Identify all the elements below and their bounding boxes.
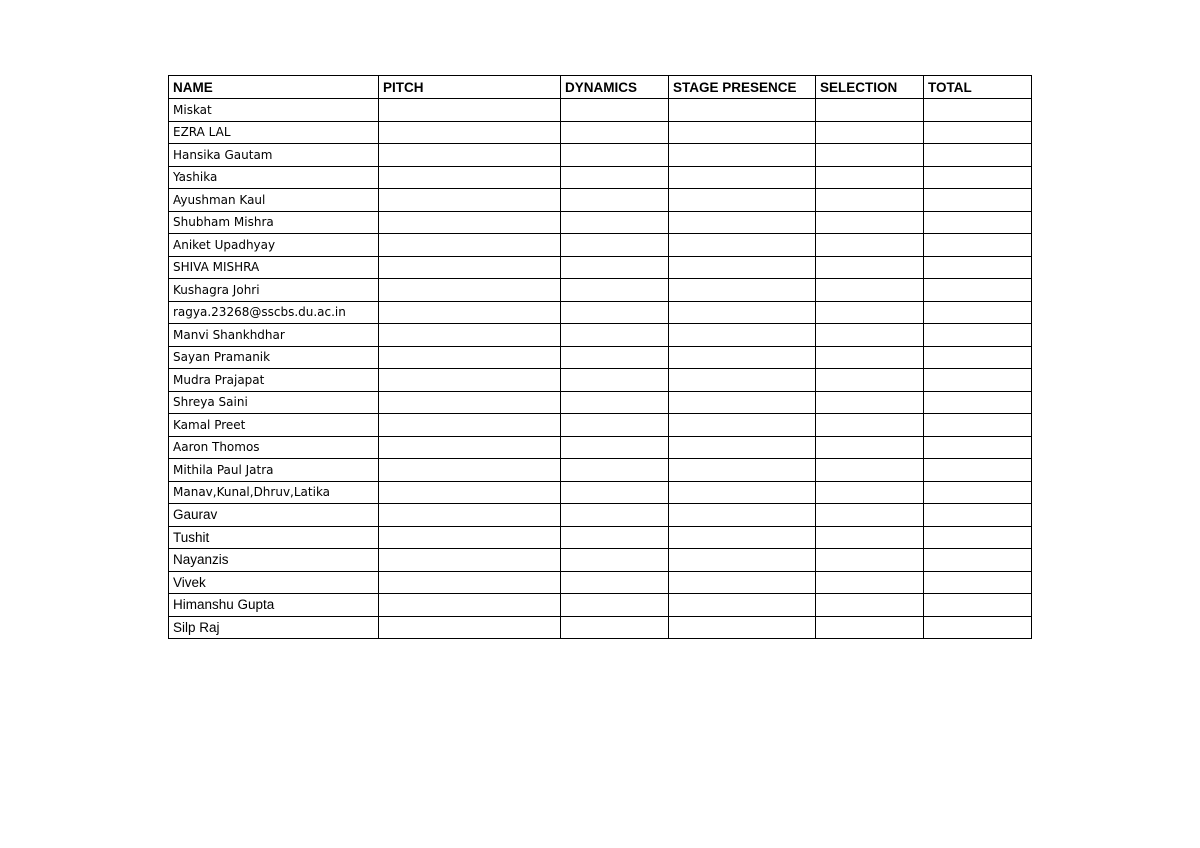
stage-presence-score-cell[interactable] bbox=[669, 144, 816, 167]
total-score-cell[interactable] bbox=[924, 481, 1032, 504]
pitch-score-cell[interactable] bbox=[379, 121, 561, 144]
table-row bbox=[169, 279, 1032, 302]
participant-name-cell: Manav,Kunal,Dhruv,Latika bbox=[169, 481, 379, 504]
participant-name-cell: Miskat bbox=[169, 99, 379, 122]
pitch-score-cell[interactable] bbox=[379, 571, 561, 594]
table-row bbox=[169, 256, 1032, 279]
participant-name-cell: Sayan Pramanik bbox=[169, 346, 379, 369]
stage-presence-score-cell[interactable] bbox=[669, 549, 816, 572]
dynamics-score-cell[interactable] bbox=[561, 144, 669, 167]
stage-presence-score-cell[interactable] bbox=[669, 279, 816, 302]
dynamics-score-cell[interactable] bbox=[561, 369, 669, 392]
selection-score-cell[interactable] bbox=[816, 189, 924, 212]
table-row bbox=[169, 324, 1032, 347]
dynamics-score-cell[interactable] bbox=[561, 571, 669, 594]
participant-name-cell: Silp Raj bbox=[169, 616, 379, 639]
stage-presence-score-cell[interactable] bbox=[669, 301, 816, 324]
pitch-score-cell[interactable] bbox=[379, 504, 561, 527]
selection-score-cell[interactable] bbox=[816, 346, 924, 369]
pitch-score-cell[interactable] bbox=[379, 526, 561, 549]
total-score-cell[interactable] bbox=[924, 616, 1032, 639]
table-row bbox=[169, 571, 1032, 594]
dynamics-score-cell[interactable] bbox=[561, 121, 669, 144]
table-body bbox=[169, 99, 1032, 639]
stage-presence-score-cell[interactable] bbox=[669, 346, 816, 369]
pitch-score-cell[interactable] bbox=[379, 549, 561, 572]
table-row bbox=[169, 594, 1032, 617]
dynamics-score-cell[interactable] bbox=[561, 481, 669, 504]
total-score-cell[interactable] bbox=[924, 436, 1032, 459]
table-row bbox=[169, 616, 1032, 639]
pitch-score-cell[interactable] bbox=[379, 166, 561, 189]
column-header-name: NAME bbox=[169, 76, 379, 99]
total-score-cell[interactable] bbox=[924, 526, 1032, 549]
pitch-score-cell[interactable] bbox=[379, 324, 561, 347]
selection-score-cell[interactable] bbox=[816, 549, 924, 572]
selection-score-cell[interactable] bbox=[816, 166, 924, 189]
pitch-score-cell[interactable] bbox=[379, 391, 561, 414]
stage-presence-score-cell[interactable] bbox=[669, 369, 816, 392]
stage-presence-score-cell[interactable] bbox=[669, 234, 816, 257]
total-score-cell[interactable] bbox=[924, 166, 1032, 189]
table-row bbox=[169, 99, 1032, 122]
dynamics-score-cell[interactable] bbox=[561, 391, 669, 414]
selection-score-cell[interactable] bbox=[816, 279, 924, 302]
total-score-cell[interactable] bbox=[924, 279, 1032, 302]
stage-presence-score-cell[interactable] bbox=[669, 166, 816, 189]
dynamics-score-cell[interactable] bbox=[561, 549, 669, 572]
pitch-score-cell[interactable] bbox=[379, 211, 561, 234]
total-score-cell[interactable] bbox=[924, 121, 1032, 144]
selection-score-cell[interactable] bbox=[816, 481, 924, 504]
stage-presence-score-cell[interactable] bbox=[669, 616, 816, 639]
table-row bbox=[169, 414, 1032, 437]
table-row bbox=[169, 189, 1032, 212]
column-header-stage-presence: STAGE PRESENCE bbox=[669, 76, 816, 99]
selection-score-cell[interactable] bbox=[816, 571, 924, 594]
pitch-score-cell[interactable] bbox=[379, 436, 561, 459]
total-score-cell[interactable] bbox=[924, 369, 1032, 392]
dynamics-score-cell[interactable] bbox=[561, 504, 669, 527]
column-header-dynamics: DYNAMICS bbox=[561, 76, 669, 99]
selection-score-cell[interactable] bbox=[816, 369, 924, 392]
table-row bbox=[169, 144, 1032, 167]
dynamics-score-cell[interactable] bbox=[561, 279, 669, 302]
selection-score-cell[interactable] bbox=[816, 594, 924, 617]
score-sheet-table bbox=[168, 75, 1032, 639]
total-score-cell[interactable] bbox=[924, 504, 1032, 527]
table-row bbox=[169, 369, 1032, 392]
participant-name-cell: Manvi Shankhdhar bbox=[169, 324, 379, 347]
pitch-score-cell[interactable] bbox=[379, 414, 561, 437]
stage-presence-score-cell[interactable] bbox=[669, 256, 816, 279]
stage-presence-score-cell[interactable] bbox=[669, 481, 816, 504]
column-header-pitch: PITCH bbox=[379, 76, 561, 99]
dynamics-score-cell[interactable] bbox=[561, 414, 669, 437]
table-row bbox=[169, 504, 1032, 527]
participant-name-cell: Himanshu Gupta bbox=[169, 594, 379, 617]
total-score-cell[interactable] bbox=[924, 324, 1032, 347]
participant-name-cell: Hansika Gautam bbox=[169, 144, 379, 167]
selection-score-cell[interactable] bbox=[816, 256, 924, 279]
selection-score-cell[interactable] bbox=[816, 504, 924, 527]
selection-score-cell[interactable] bbox=[816, 324, 924, 347]
pitch-score-cell[interactable] bbox=[379, 189, 561, 212]
table-row bbox=[169, 459, 1032, 482]
stage-presence-score-cell[interactable] bbox=[669, 504, 816, 527]
selection-score-cell[interactable] bbox=[816, 459, 924, 482]
total-score-cell[interactable] bbox=[924, 549, 1032, 572]
selection-score-cell[interactable] bbox=[816, 391, 924, 414]
pitch-score-cell[interactable] bbox=[379, 616, 561, 639]
stage-presence-score-cell[interactable] bbox=[669, 436, 816, 459]
pitch-score-cell[interactable] bbox=[379, 346, 561, 369]
selection-score-cell[interactable] bbox=[816, 234, 924, 257]
pitch-score-cell[interactable] bbox=[379, 481, 561, 504]
stage-presence-score-cell[interactable] bbox=[669, 211, 816, 234]
dynamics-score-cell[interactable] bbox=[561, 256, 669, 279]
total-score-cell[interactable] bbox=[924, 211, 1032, 234]
column-header-selection: SELECTION bbox=[816, 76, 924, 99]
selection-score-cell[interactable] bbox=[816, 414, 924, 437]
stage-presence-score-cell[interactable] bbox=[669, 594, 816, 617]
total-score-cell[interactable] bbox=[924, 414, 1032, 437]
pitch-score-cell[interactable] bbox=[379, 301, 561, 324]
pitch-score-cell[interactable] bbox=[379, 99, 561, 122]
table-row bbox=[169, 436, 1032, 459]
selection-score-cell[interactable] bbox=[816, 616, 924, 639]
participant-name-cell: Aaron Thomos bbox=[169, 436, 379, 459]
table-row bbox=[169, 234, 1032, 257]
total-score-cell[interactable] bbox=[924, 99, 1032, 122]
stage-presence-score-cell[interactable] bbox=[669, 99, 816, 122]
selection-score-cell[interactable] bbox=[816, 211, 924, 234]
participant-name-cell: Gaurav bbox=[169, 504, 379, 527]
dynamics-score-cell[interactable] bbox=[561, 234, 669, 257]
pitch-score-cell[interactable] bbox=[379, 459, 561, 482]
dynamics-score-cell[interactable] bbox=[561, 189, 669, 212]
pitch-score-cell[interactable] bbox=[379, 594, 561, 617]
total-score-cell[interactable] bbox=[924, 144, 1032, 167]
participant-name-cell: EZRA LAL bbox=[169, 121, 379, 144]
pitch-score-cell[interactable] bbox=[379, 256, 561, 279]
dynamics-score-cell[interactable] bbox=[561, 166, 669, 189]
column-header-total: TOTAL bbox=[924, 76, 1032, 99]
total-score-cell[interactable] bbox=[924, 256, 1032, 279]
stage-presence-score-cell[interactable] bbox=[669, 189, 816, 212]
table-row bbox=[169, 526, 1032, 549]
dynamics-score-cell[interactable] bbox=[561, 211, 669, 234]
participant-name-cell: Shreya Saini bbox=[169, 391, 379, 414]
table-row bbox=[169, 121, 1032, 144]
stage-presence-score-cell[interactable] bbox=[669, 571, 816, 594]
selection-score-cell[interactable] bbox=[816, 99, 924, 122]
pitch-score-cell[interactable] bbox=[379, 144, 561, 167]
table-row bbox=[169, 301, 1032, 324]
participant-name-cell: Yashika bbox=[169, 166, 379, 189]
dynamics-score-cell[interactable] bbox=[561, 324, 669, 347]
stage-presence-score-cell[interactable] bbox=[669, 121, 816, 144]
participant-name-cell: Tushit bbox=[169, 526, 379, 549]
dynamics-score-cell[interactable] bbox=[561, 436, 669, 459]
participant-name-cell: ragya.23268@sscbs.du.ac.in bbox=[169, 301, 379, 324]
table-row bbox=[169, 549, 1032, 572]
table-row bbox=[169, 391, 1032, 414]
participant-name-cell: SHIVA MISHRA bbox=[169, 256, 379, 279]
participant-name-cell: Aniket Upadhyay bbox=[169, 234, 379, 257]
participant-name-cell: Mudra Prajapat bbox=[169, 369, 379, 392]
participant-name-cell: Kamal Preet bbox=[169, 414, 379, 437]
total-score-cell[interactable] bbox=[924, 459, 1032, 482]
total-score-cell[interactable] bbox=[924, 301, 1032, 324]
stage-presence-score-cell[interactable] bbox=[669, 324, 816, 347]
table-row bbox=[169, 211, 1032, 234]
total-score-cell[interactable] bbox=[924, 346, 1032, 369]
pitch-score-cell[interactable] bbox=[379, 234, 561, 257]
participant-name-cell: Nayanzis bbox=[169, 549, 379, 572]
participant-name-cell: Kushagra Johri bbox=[169, 279, 379, 302]
participant-name-cell: Vivek bbox=[169, 571, 379, 594]
total-score-cell[interactable] bbox=[924, 594, 1032, 617]
dynamics-score-cell[interactable] bbox=[561, 346, 669, 369]
participant-name-cell: Shubham Mishra bbox=[169, 211, 379, 234]
pitch-score-cell[interactable] bbox=[379, 279, 561, 302]
dynamics-score-cell[interactable] bbox=[561, 616, 669, 639]
selection-score-cell[interactable] bbox=[816, 144, 924, 167]
selection-score-cell[interactable] bbox=[816, 301, 924, 324]
dynamics-score-cell[interactable] bbox=[561, 301, 669, 324]
dynamics-score-cell[interactable] bbox=[561, 99, 669, 122]
header-row bbox=[169, 76, 1032, 99]
participant-name-cell: Ayushman Kaul bbox=[169, 189, 379, 212]
dynamics-score-cell[interactable] bbox=[561, 526, 669, 549]
table-row bbox=[169, 166, 1032, 189]
total-score-cell[interactable] bbox=[924, 391, 1032, 414]
participant-name-cell: Mithila Paul Jatra bbox=[169, 459, 379, 482]
total-score-cell[interactable] bbox=[924, 234, 1032, 257]
stage-presence-score-cell[interactable] bbox=[669, 391, 816, 414]
table-header bbox=[169, 76, 1032, 99]
stage-presence-score-cell[interactable] bbox=[669, 459, 816, 482]
stage-presence-score-cell[interactable] bbox=[669, 414, 816, 437]
pitch-score-cell[interactable] bbox=[379, 369, 561, 392]
selection-score-cell[interactable] bbox=[816, 436, 924, 459]
stage-presence-score-cell[interactable] bbox=[669, 526, 816, 549]
total-score-cell[interactable] bbox=[924, 189, 1032, 212]
dynamics-score-cell[interactable] bbox=[561, 459, 669, 482]
table-row bbox=[169, 346, 1032, 369]
dynamics-score-cell[interactable] bbox=[561, 594, 669, 617]
table-row bbox=[169, 481, 1032, 504]
total-score-cell[interactable] bbox=[924, 571, 1032, 594]
selection-score-cell[interactable] bbox=[816, 526, 924, 549]
selection-score-cell[interactable] bbox=[816, 121, 924, 144]
